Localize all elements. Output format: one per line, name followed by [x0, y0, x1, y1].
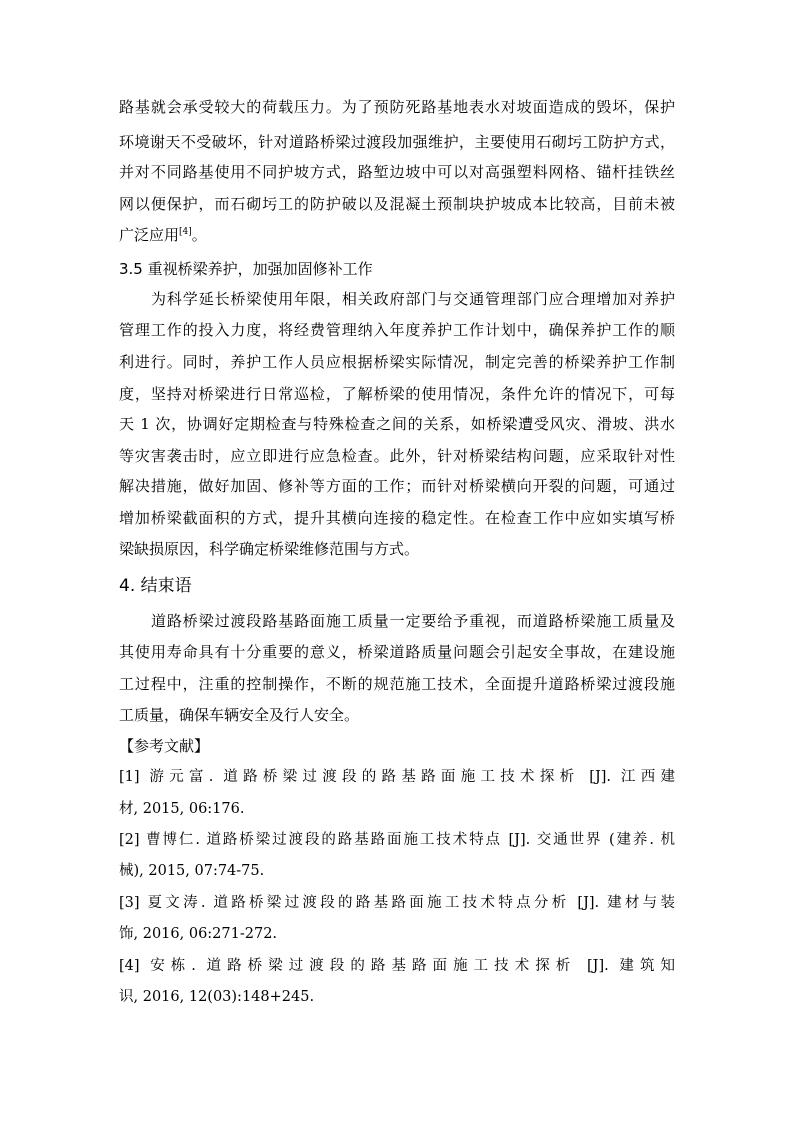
section-4-heading: 4. 结束语: [119, 576, 192, 596]
para1-line-3: 并对不同路基使用不同护坡方式，路堑边坡中可以对高强塑料网格、锚杆挂铁丝: [119, 163, 675, 181]
para1-line-2: 环境谢天不受破坏，针对道路桥梁过渡段加强维护，主要使用石砌圬工防护方式，: [119, 133, 675, 151]
references-heading: 【参考文献】: [119, 737, 210, 755]
s35-line-5: 天 1 次，协调好定期检查与特殊检查之间的关系，如桥梁遭受风灾、滑坡、洪水: [119, 415, 675, 433]
section-3-5-heading: 3.5 重视桥梁养护，加强加固修补工作: [119, 260, 373, 278]
reference-1-line-1: [1] 游元富. 道路桥梁过渡段的路基路面施工技术探析 [J]. 江西建: [119, 769, 675, 785]
para1-line-1: 路基就会承受较大的荷载压力。为了预防死路基地表水对坡面造成的毁坏，保护: [119, 98, 675, 116]
s35-line-2: 管理工作的投入力度，将经费管理纳入年度养护工作计划中，确保养护工作的顺: [119, 321, 675, 339]
reference-2-line-2: 械), 2015, 07:74-75.: [119, 863, 265, 879]
s35-line-6: 等灾害袭击时，应立即进行应急检查。此外，针对桥梁结构问题，应采取针对性: [119, 447, 675, 465]
citation-4: [4]: [179, 227, 192, 237]
s4-line-2: 其使用寿命具有十分重要的意义，桥梁道路质量问题会引起安全事故，在建设施: [119, 643, 675, 661]
reference-4-line-2: 识, 2016, 12(03):148+245.: [119, 989, 315, 1005]
reference-3-line-1: [3] 夏文涛. 道路桥梁过渡段的路基路面施工技术特点分析 [J]. 建材与装: [119, 895, 675, 911]
s4-line-1: 道路桥梁过渡段路基路面施工质量一定要给予重视，而道路桥梁施工质量及: [151, 612, 675, 630]
s35-line-8: 增加桥梁截面积的方式，提升其横向连接的稳定性。在检查工作中应如实填写桥: [119, 509, 675, 527]
s35-line-3: 利进行。同时，养护工作人员应根据桥梁实际情况，制定完善的桥梁养护工作制: [119, 353, 675, 371]
reference-1-line-2: 材, 2015, 06:176.: [119, 801, 245, 817]
reference-2-line-1: [2] 曹博仁. 道路桥梁过渡段的路基路面施工技术特点 [J]. 交通世界 (建养. 机: [119, 832, 675, 848]
reference-3-line-2: 饰, 2016, 06:271-272.: [119, 926, 278, 942]
s35-line-1: 为科学延长桥梁使用年限，相关政府部门与交通管理部门应合理增加对养护: [151, 290, 675, 308]
s4-line-4: 工质量，确保车辆安全及行人安全。: [119, 706, 360, 724]
reference-4-line-1: [4] 安栋. 道路桥梁过渡段的路基路面施工技术探析 [J]. 建筑知: [119, 958, 675, 974]
para1-line-5: [119, 225, 675, 245]
para1-last-end: 。: [191, 226, 207, 244]
s35-line-7: 解决措施，做好加固、修补等方面的工作；而针对桥梁横向开裂的问题，可通过: [119, 477, 675, 495]
para1-line-4: 网以便保护，而石砌圬工的防护破以及混凝土预制块护坡成本比较高，目前未被: [119, 195, 675, 213]
s4-line-3: 工过程中，注重的控制操作，不断的规范施工技术，全面提升道路桥梁过渡段施: [119, 675, 675, 693]
s35-line-4: 度，坚持对桥梁进行日常巡检，了解桥梁的使用情况，条件允许的情况下，可每: [119, 385, 675, 403]
para1-last-text: 广泛应用: [119, 226, 180, 244]
s35-line-9: 梁缺损原因，科学确定桥梁维修范围与方式。: [119, 540, 420, 558]
